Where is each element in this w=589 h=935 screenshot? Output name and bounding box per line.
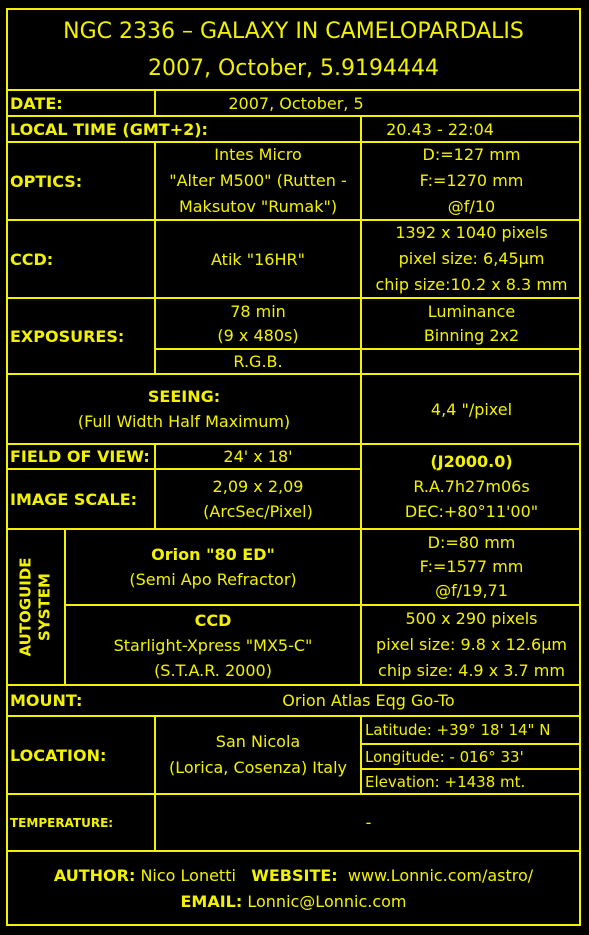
seeing-label: SEEING:	[147, 387, 221, 406]
local-time-value: 20.43 - 22:04	[386, 119, 494, 139]
optics-instrument-line: "Alter M500" (Rutten -	[169, 171, 347, 190]
title-line-2: 2007, October, 5.9194444	[148, 55, 439, 81]
exposures-luminance-time	[156, 299, 360, 348]
exposure-line: Luminance	[427, 301, 516, 321]
autoguide-scope-type: (Semi Apo Refractor)	[129, 570, 297, 589]
exposure-line: Binning 2x2	[423, 325, 520, 345]
location-place	[156, 717, 360, 793]
footer-email-line	[8, 888, 579, 914]
autoguide-scope-name: Orion "80 ED"	[151, 545, 275, 564]
coordinates-ra: R.A.7h27m06s	[413, 477, 530, 496]
ccd-specs	[362, 221, 581, 297]
exposures-label: EXPOSURES:	[10, 326, 125, 346]
location-place-line: (Lorica, Cosenza) Italy	[169, 758, 347, 777]
seeing-sublabel: (Full Width Half Maximum)	[77, 412, 291, 431]
autoguide-ccd	[66, 606, 360, 684]
optics-instrument-line: Maksutov "Rumak")	[178, 197, 338, 216]
exposures-rgb: R.G.B.	[233, 352, 283, 371]
exposure-line: 78 min	[230, 301, 286, 321]
autoguide-ccd-spec-line: pixel size: 9.8 x 12.6µm	[376, 635, 567, 654]
email-link[interactable]: Lonnic@Lonnic.com	[247, 891, 407, 911]
optics-instrument	[156, 143, 360, 219]
image-scale-line: (ArcSec/Pixel)	[203, 502, 313, 521]
title-line-1: NGC 2336 – GALAXY IN CAMELOPARDALIS	[63, 18, 524, 44]
autoguide-scope	[66, 530, 360, 604]
mount-label: MOUNT:	[10, 691, 83, 710]
rule	[360, 715, 362, 795]
fov-value: 24' x 18'	[223, 447, 293, 466]
ccd-spec-line: 1392 x 1040 pixels	[395, 223, 548, 242]
autoguide-spec-line: @f/19,71	[435, 581, 508, 600]
optics-specs	[362, 143, 581, 219]
seeing-value: 4,4 "/pixel	[430, 399, 513, 419]
fov-label: FIELD OF VIEW:	[10, 447, 150, 466]
autoguide-spec-line: F:=1577 mm	[419, 557, 524, 576]
author-label: AUTHOR:	[53, 865, 136, 885]
author-name: Nico Lonetti	[140, 865, 236, 885]
location-longitude: Longitude: - 016° 33'	[365, 747, 524, 766]
autoguide-ccd-name-line: Starlight-Xpress "MX5-C"	[113, 635, 313, 655]
email-label: EMAIL:	[180, 891, 243, 911]
autoguide-scope-specs	[362, 530, 581, 604]
autoguide-ccd-specs	[362, 606, 581, 684]
optics-spec-line: D:=127 mm	[422, 145, 521, 164]
website-label: WEBSITE:	[251, 865, 338, 885]
image-scale-value	[156, 470, 360, 528]
autoguide-ccd-spec-line: chip size: 4.9 x 3.7 mm	[378, 661, 565, 680]
temperature-label: TEMPERATURE:	[10, 815, 114, 830]
location-place-line: San Nicola	[215, 732, 301, 751]
autoguide-ccd-label: CCD	[194, 610, 232, 630]
image-scale-label: IMAGE SCALE:	[10, 489, 138, 509]
autoguide-label-line: SYSTEM	[36, 573, 54, 641]
date-value: 2007, October, 5	[228, 93, 364, 113]
temperature-value: -	[365, 813, 372, 832]
location-label: LOCATION:	[10, 745, 107, 765]
exposures-luminance-mode	[362, 299, 581, 348]
ccd-camera: Atik "16HR"	[211, 249, 305, 269]
coordinates-dec: DEC:+80°11'00"	[404, 502, 539, 521]
autoguide-spec-line: D:=80 mm	[427, 533, 516, 552]
rule	[6, 850, 581, 852]
exposures-rgb-value	[362, 350, 581, 373]
optics-spec-line: @f/10	[447, 197, 496, 216]
website-link[interactable]: www.Lonnic.com/astro/	[347, 865, 534, 885]
autoguide-ccd-spec-line: 500 x 290 pixels	[405, 609, 538, 628]
autoguide-ccd-name-line: (S.T.A.R. 2000)	[154, 660, 272, 680]
location-latitude: Latitude: +39° 18' 14" N	[365, 721, 551, 739]
autoguide-label-line: AUTOGUIDE	[17, 557, 35, 657]
coordinates-epoch: (J2000.0)	[430, 452, 513, 471]
optics-label: OPTICS:	[10, 171, 83, 191]
local-time-label: LOCAL TIME (GMT+2):	[10, 119, 208, 139]
autoguide-label	[8, 530, 64, 684]
mount-value: Orion Atlas Eqg Go-To	[282, 691, 455, 710]
optics-instrument-line: Intes Micro	[214, 145, 302, 164]
footer-author-line	[8, 862, 579, 888]
image-scale-line: 2,09 x 2,09	[212, 477, 304, 496]
ccd-label: CCD:	[10, 249, 54, 269]
location-elevation: Elevation: +1438 mt.	[365, 772, 526, 791]
ccd-spec-line: chip size:10.2 x 8.3 mm	[375, 275, 568, 294]
optics-spec-line: F:=1270 mm	[419, 171, 524, 190]
exposure-line: (9 x 480s)	[217, 325, 299, 345]
seeing-label-cell	[8, 375, 360, 443]
date-label: DATE:	[10, 93, 63, 113]
ccd-spec-line: pixel size: 6,45µm	[398, 249, 545, 268]
coordinates	[362, 445, 581, 528]
